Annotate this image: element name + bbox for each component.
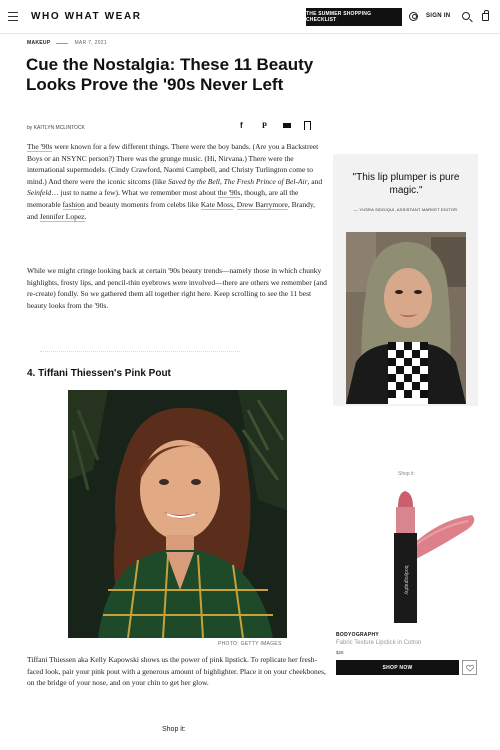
shop-it-label: Shop it: — [162, 726, 186, 733]
meta-divider — [56, 43, 68, 44]
text-run: … just to name a few). What we remember most about — [51, 188, 218, 198]
product-name[interactable]: Fabric Texture Lipstick in Cotton — [336, 640, 422, 646]
text-run: , — [219, 176, 224, 186]
text-run: , though, are all the memorable — [27, 188, 299, 209]
show-title: The Fresh Prince of Bel-Air — [223, 176, 308, 186]
show-title: Saved by the Bell — [168, 176, 220, 186]
shopping-bag-icon[interactable] — [482, 13, 489, 21]
ad-quote: "This lip plumper is pure magic." — [352, 172, 460, 196]
link-the-90s[interactable]: the '90s — [217, 188, 241, 198]
lipstick-tube-text: bodyography — [403, 565, 409, 595]
byline[interactable]: by KAITLYN MCLINTOCK — [27, 125, 85, 131]
text-run: and beauty moments from celebs like — [84, 199, 201, 209]
link-drew-barrymore[interactable]: Drew Barrymore — [236, 199, 288, 209]
faded-divider — [40, 351, 240, 352]
search-icon[interactable] — [462, 12, 470, 20]
ad-model-photo — [346, 232, 466, 404]
lipstick-product-image[interactable] — [368, 485, 478, 625]
publish-date: MAR 7, 2021 — [74, 40, 107, 46]
hamburger-menu-icon[interactable] — [8, 12, 18, 20]
summer-checklist-button[interactable]: THE SUMMER SHOPPING CHECKLIST — [306, 8, 402, 26]
intro-paragraph — [27, 141, 327, 222]
text-run: . — [84, 211, 87, 221]
link-90s[interactable]: The '90s — [27, 142, 53, 151]
mail-icon[interactable] — [283, 123, 291, 128]
link-kate-moss[interactable]: Kate Moss — [200, 199, 234, 209]
site-logo[interactable]: WHO WHAT WEAR — [31, 11, 142, 22]
pinterest-icon[interactable]: P — [262, 121, 267, 130]
paragraph-3: Tiffani Thiessen aka Kelly Kapowski shows us the power of pink lipstick. To replicate her fresh-faced look, pair your pink pout with a generous amount of highlighter. Place it on your cheekbones, on the bridge of your nose, and on your chin to get her glow. — [27, 655, 326, 688]
article-title: Cue the Nostalgia: These 11 Beauty Looks Prove the '90s Never Left — [26, 55, 314, 94]
product-price: $28 — [336, 650, 344, 655]
link-fashion[interactable]: fashion — [62, 199, 85, 209]
sidebar-ad[interactable] — [333, 154, 478, 406]
facebook-icon[interactable]: f — [240, 121, 243, 130]
tiffani-thiessen-photo — [68, 390, 287, 638]
link-jennifer-lopez[interactable]: Jennifer Lopez — [39, 211, 85, 221]
text-run: , — [233, 199, 237, 209]
heart-icon — [466, 664, 474, 672]
text-run: , and — [307, 176, 323, 186]
shop-now-button[interactable]: SHOP NOW — [336, 660, 459, 675]
bookmark-icon[interactable] — [304, 121, 311, 130]
text-run: , Brandy, and — [27, 199, 316, 221]
ad-attribution: — YUSRA SIDDIQUI, ASSISTANT MARKET EDITOR — [353, 207, 458, 212]
section-heading: 4. Tiffani Thiessen's Pink Pout — [27, 368, 171, 379]
show-title: Seinfeld — [27, 188, 52, 198]
photo-credit: PHOTO: GETTY IMAGES — [218, 641, 282, 647]
sign-in-link[interactable]: SIGN IN — [426, 13, 451, 19]
shop-it-label: Shop it: — [398, 471, 415, 477]
category-link[interactable]: MAKEUP — [27, 40, 51, 46]
article-meta — [27, 40, 107, 46]
product-brand: BODYOGRAPHY — [336, 632, 380, 638]
site-header — [0, 0, 500, 34]
paragraph-2: While we might cringe looking back at certain '90s beauty trends—namely those in which chunky highlights, frosty lips, and pencil-thin eyebrows were involved—there are others we remember (and re-create) fondly. So we gathered them all together right here. Keep scrolling to see the 11 best beauty looks from the '90s. — [27, 266, 327, 310]
wishlist-button[interactable] — [462, 660, 477, 675]
user-icon[interactable] — [409, 12, 418, 21]
text-run: were known for a few different things. There were the boy bands. (Are you a Backstreet Boys or an NSYNC person?) There was the grunge music. (Hi, Nirvana.) There were the international supermodels. (Cindy Crawford, Naomi Campbell, and Christy Turlington come to mind.) And there were the iconic sitcoms (like — [27, 142, 319, 186]
